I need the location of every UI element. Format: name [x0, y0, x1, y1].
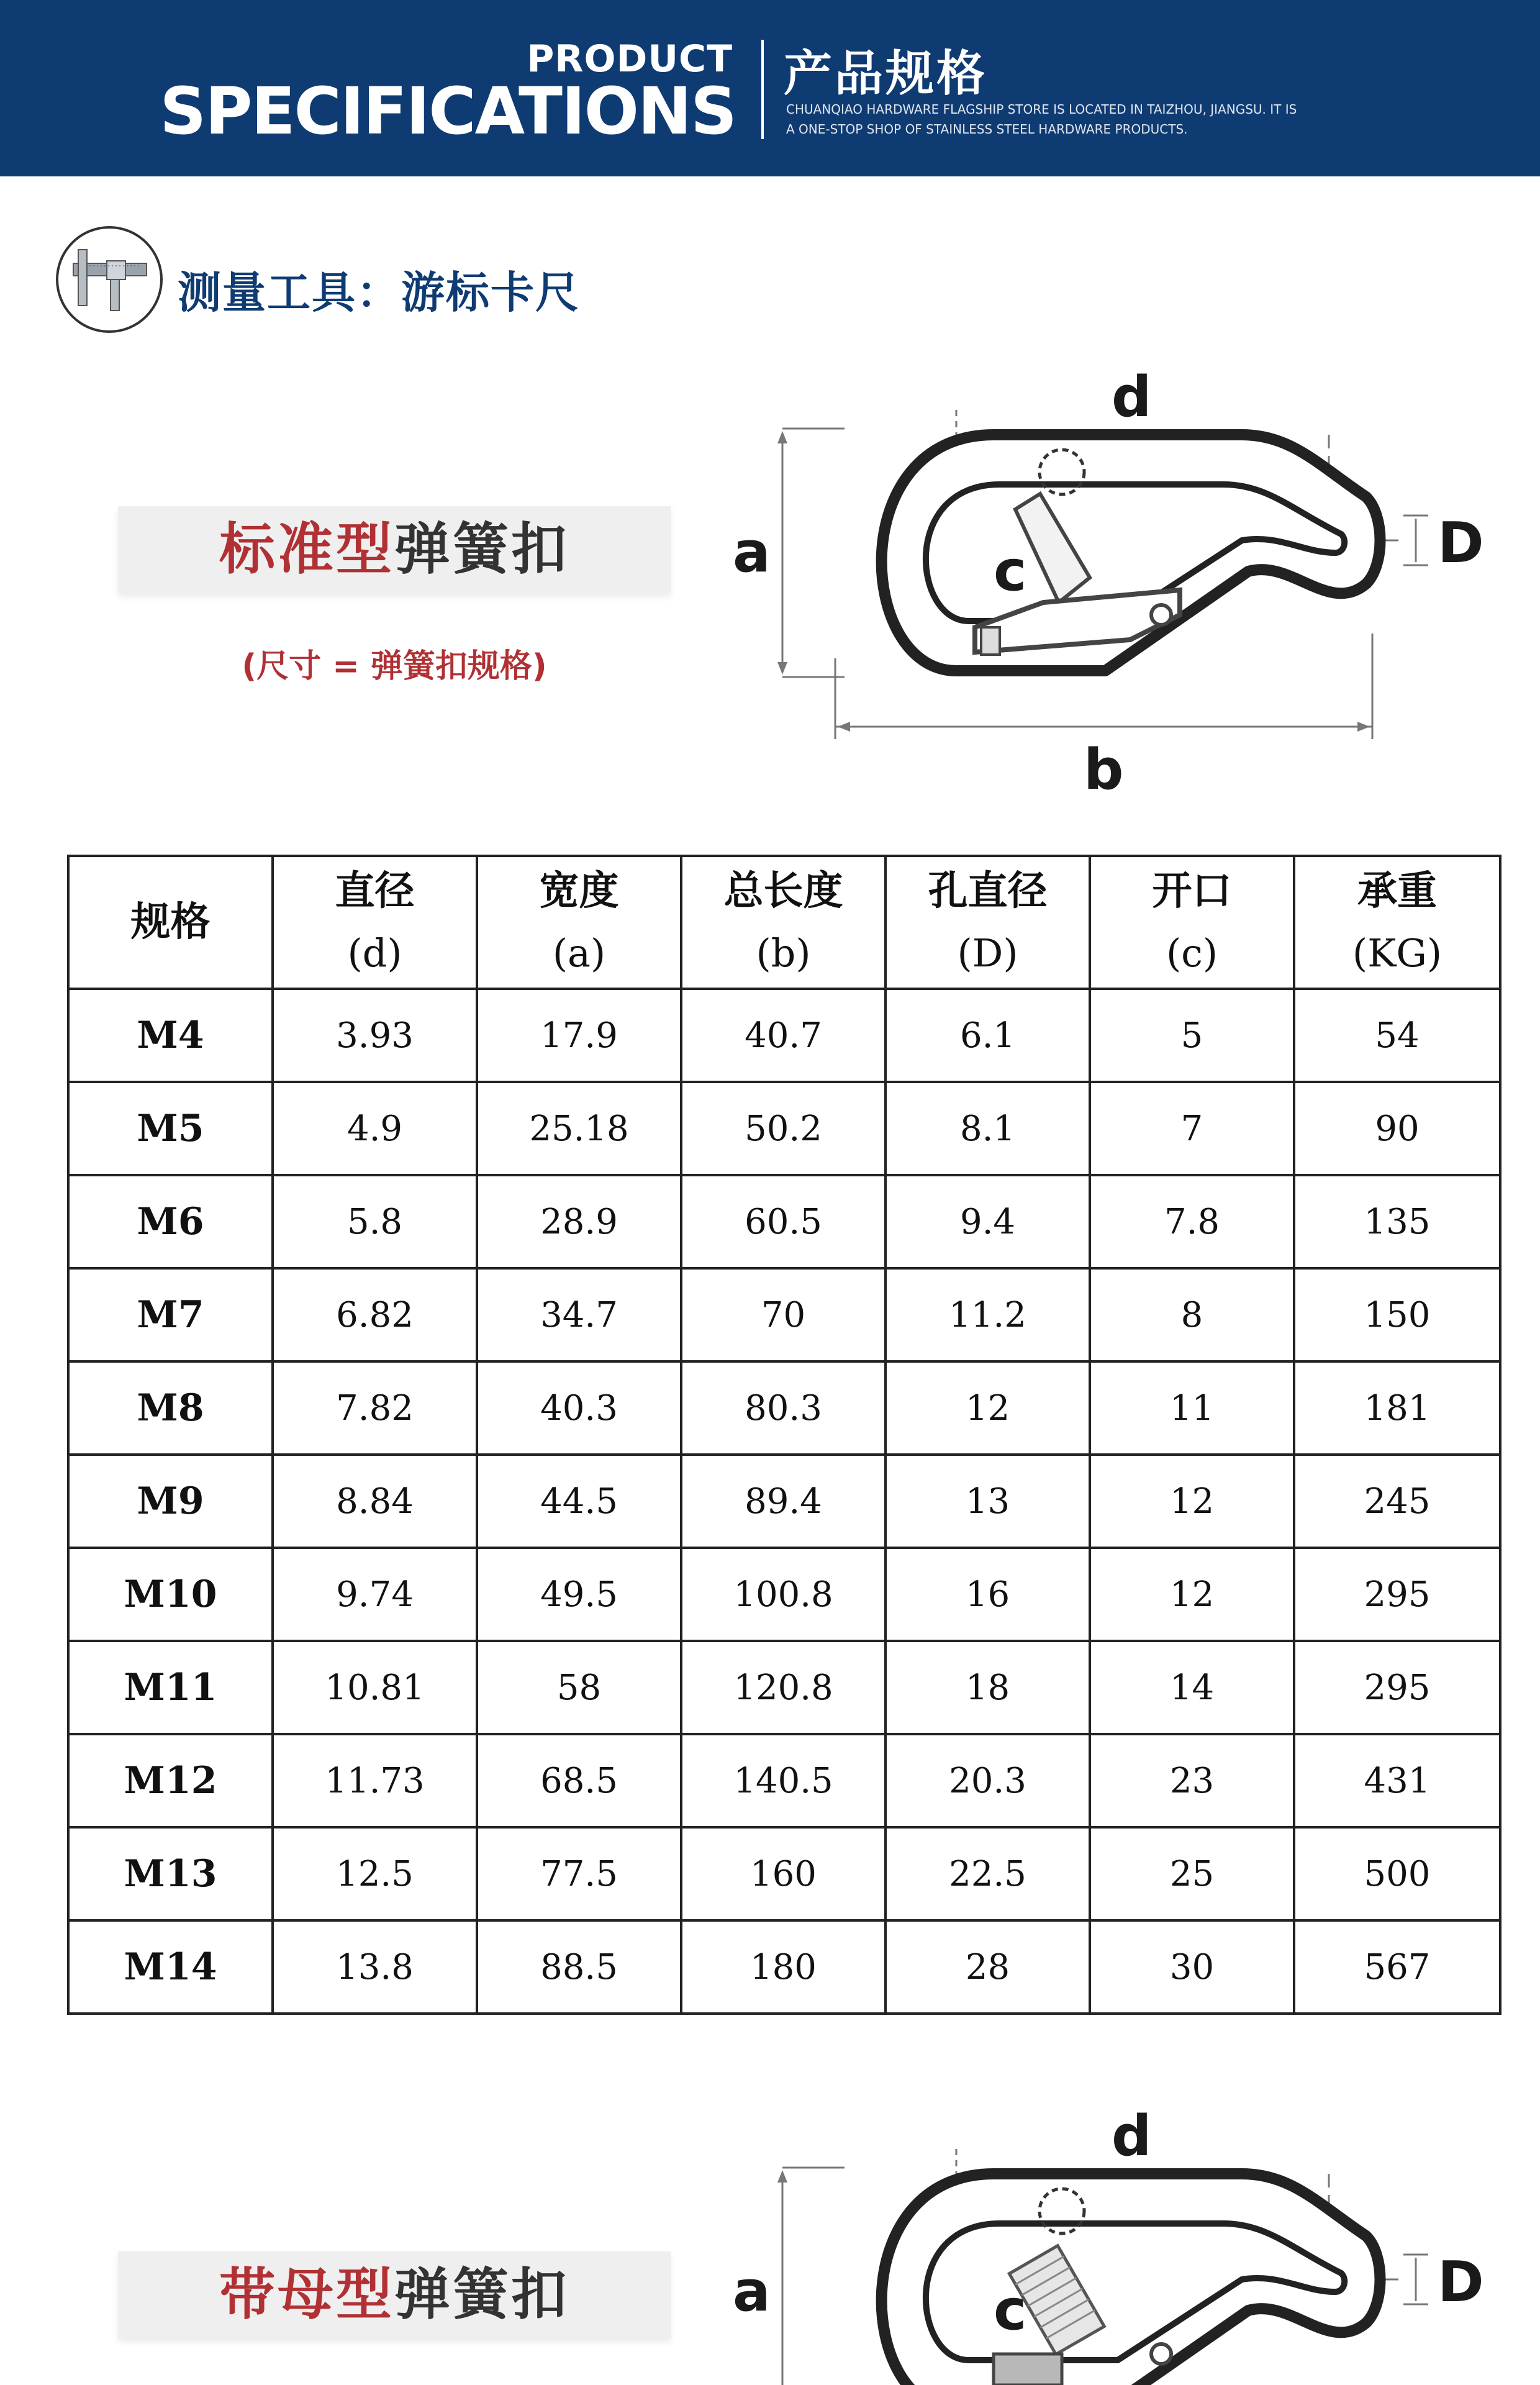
cell-opening: 30 — [1090, 1920, 1294, 2014]
nut-snap-hook-diagram — [733, 2106, 1503, 2385]
cell-width: 34.7 — [477, 1268, 681, 1361]
header-diameter-name: 直径 — [335, 868, 415, 914]
table-row — [68, 1734, 1500, 1827]
header-width-name: 宽度 — [539, 868, 619, 914]
cell-load: 135 — [1294, 1175, 1500, 1268]
cell-diameter: 12.5 — [273, 1827, 477, 1920]
cell-load: 500 — [1294, 1827, 1500, 1920]
header-opening-sym: (c) — [1166, 930, 1218, 976]
header-length — [681, 856, 886, 989]
table-header-row — [68, 856, 1500, 989]
cell-opening: 12 — [1090, 1455, 1294, 1548]
cell-length: 70 — [681, 1268, 886, 1361]
cell-spec: M5 — [68, 1082, 273, 1175]
cell-width: 88.5 — [477, 1920, 681, 2014]
header-desc-line1: CHUANQIAO HARDWARE FLAGSHIP STORE IS LOCATED IN TAIZHOU, JIANGSU. IT IS — [786, 102, 1297, 117]
header-hole — [886, 856, 1090, 989]
standard-type-title — [118, 506, 671, 593]
cell-load: 245 — [1294, 1455, 1500, 1548]
cell-spec: M7 — [68, 1268, 273, 1361]
cell-load: 295 — [1294, 1548, 1500, 1641]
cell-length: 50.2 — [681, 1082, 886, 1175]
cell-diameter: 8.84 — [273, 1455, 477, 1548]
label-c: c — [994, 2278, 1027, 2343]
label-a: a — [733, 2259, 771, 2324]
header-hole-name: 孔直径 — [928, 868, 1048, 914]
cell-load: 567 — [1294, 1920, 1500, 2014]
label-D: D — [1438, 511, 1484, 576]
header-width — [477, 856, 681, 989]
cell-width: 77.5 — [477, 1827, 681, 1920]
header-specifications: SPECIFICATIONS — [160, 73, 736, 149]
cell-opening: 14 — [1090, 1641, 1294, 1734]
table-row — [68, 1455, 1500, 1548]
nut-type-title — [118, 2251, 671, 2338]
cell-opening: 23 — [1090, 1734, 1294, 1827]
cell-length: 120.8 — [681, 1641, 886, 1734]
header-product: PRODUCT — [527, 37, 733, 81]
cell-diameter: 5.8 — [273, 1175, 477, 1268]
header-load-name: 承重 — [1357, 868, 1437, 914]
standard-type-title-red: 标准型 — [219, 517, 394, 582]
header-opening — [1090, 856, 1294, 989]
cell-length: 40.7 — [681, 989, 886, 1082]
cell-diameter: 7.82 — [273, 1361, 477, 1455]
header-opening-name: 开口 — [1152, 868, 1232, 914]
cell-spec: M10 — [68, 1548, 273, 1641]
cell-opening: 25 — [1090, 1827, 1294, 1920]
cell-spec: M13 — [68, 1827, 273, 1920]
header-width-sym: (a) — [552, 930, 606, 976]
label-a: a — [733, 520, 771, 585]
cell-load: 54 — [1294, 989, 1500, 1082]
cell-hole: 18 — [886, 1641, 1090, 1734]
table-row — [68, 1548, 1500, 1641]
cell-diameter: 6.82 — [273, 1268, 477, 1361]
label-b: b — [1084, 737, 1124, 801]
cell-spec: M11 — [68, 1641, 273, 1734]
cell-diameter: 13.8 — [273, 1920, 477, 2014]
header-divider — [761, 40, 764, 139]
cell-diameter: 10.81 — [273, 1641, 477, 1734]
cell-hole: 28 — [886, 1920, 1090, 2014]
cell-diameter: 3.93 — [273, 989, 477, 1082]
nut-type-title-red: 带母型 — [219, 2262, 394, 2327]
cell-opening: 5 — [1090, 989, 1294, 1082]
cell-hole: 6.1 — [886, 989, 1090, 1082]
cell-opening: 7 — [1090, 1082, 1294, 1175]
measuring-tool-label: 测量工具：游标卡尺 — [178, 267, 580, 318]
label-D: D — [1438, 2250, 1484, 2315]
header-diameter-sym: (d) — [347, 930, 402, 976]
cell-width: 44.5 — [477, 1455, 681, 1548]
cell-hole: 9.4 — [886, 1175, 1090, 1268]
cell-load: 431 — [1294, 1734, 1500, 1827]
cell-load: 150 — [1294, 1268, 1500, 1361]
cell-length: 180 — [681, 1920, 886, 2014]
cell-length: 140.5 — [681, 1734, 886, 1827]
cell-diameter: 4.9 — [273, 1082, 477, 1175]
table-row — [68, 1361, 1500, 1455]
nut-type-box — [118, 2251, 671, 2338]
cell-hole: 22.5 — [886, 1827, 1090, 1920]
header-length-sym: (b) — [756, 930, 811, 976]
cell-spec: M12 — [68, 1734, 273, 1827]
nut-type-title-dark: 弹簧扣 — [394, 2262, 569, 2327]
cell-load: 181 — [1294, 1361, 1500, 1455]
header-description — [786, 99, 1345, 139]
cell-width: 40.3 — [477, 1361, 681, 1455]
table-row — [68, 1827, 1500, 1920]
header-spec — [68, 856, 273, 989]
cell-length: 89.4 — [681, 1455, 886, 1548]
header-hole-sym: (D) — [957, 930, 1018, 976]
cell-hole: 16 — [886, 1548, 1090, 1641]
cell-opening: 11 — [1090, 1361, 1294, 1455]
header-diameter — [273, 856, 477, 989]
label-c: c — [994, 538, 1027, 604]
table-row — [68, 1082, 1500, 1175]
table-row — [68, 1920, 1500, 2014]
cell-width: 17.9 — [477, 989, 681, 1082]
page-header — [0, 0, 1540, 176]
cell-hole: 20.3 — [886, 1734, 1090, 1827]
standard-snap-hook-diagram — [733, 366, 1503, 801]
cell-hole: 13 — [886, 1455, 1090, 1548]
header-title-cn: 产品规格 — [784, 46, 988, 102]
header-load-sym: (KG) — [1352, 930, 1443, 976]
cell-width: 68.5 — [477, 1734, 681, 1827]
cell-length: 160 — [681, 1827, 886, 1920]
header-load — [1294, 856, 1500, 989]
cell-spec: M4 — [68, 989, 273, 1082]
cell-hole: 11.2 — [886, 1268, 1090, 1361]
cell-length: 80.3 — [681, 1361, 886, 1455]
table-row — [68, 1641, 1500, 1734]
cell-width: 58 — [477, 1641, 681, 1734]
cell-spec: M6 — [68, 1175, 273, 1268]
cell-diameter: 9.74 — [273, 1548, 477, 1641]
cell-hole: 8.1 — [886, 1082, 1090, 1175]
cell-width: 49.5 — [477, 1548, 681, 1641]
standard-type-box — [118, 506, 671, 593]
cell-diameter: 11.73 — [273, 1734, 477, 1827]
label-d: d — [1112, 2106, 1152, 2169]
cell-hole: 12 — [886, 1361, 1090, 1455]
cell-load: 295 — [1294, 1641, 1500, 1734]
cell-width: 28.9 — [477, 1175, 681, 1268]
standard-type-title-dark: 弹簧扣 — [394, 517, 569, 582]
cell-length: 60.5 — [681, 1175, 886, 1268]
cell-spec: M9 — [68, 1455, 273, 1548]
table-row — [68, 1175, 1500, 1268]
cell-width: 25.18 — [477, 1082, 681, 1175]
standard-type-note: (尺寸 = 弹簧扣规格) — [242, 648, 547, 685]
cell-spec: M8 — [68, 1361, 273, 1455]
cell-spec: M14 — [68, 1920, 273, 2014]
cell-length: 100.8 — [681, 1548, 886, 1641]
cell-opening: 7.8 — [1090, 1175, 1294, 1268]
cell-opening: 8 — [1090, 1268, 1294, 1361]
cell-opening: 12 — [1090, 1548, 1294, 1641]
header-desc-line2: A ONE-STOP SHOP OF STAINLESS STEEL HARDWARE PRODUCTS. — [786, 122, 1188, 137]
table-row — [68, 1268, 1500, 1361]
header-length-name: 总长度 — [723, 868, 843, 914]
vernier-caliper-icon — [55, 225, 164, 334]
cell-load: 90 — [1294, 1082, 1500, 1175]
header-spec-name: 规格 — [130, 899, 211, 945]
label-d: d — [1112, 366, 1152, 430]
table-row — [68, 989, 1500, 1082]
spec-table — [67, 855, 1502, 2015]
